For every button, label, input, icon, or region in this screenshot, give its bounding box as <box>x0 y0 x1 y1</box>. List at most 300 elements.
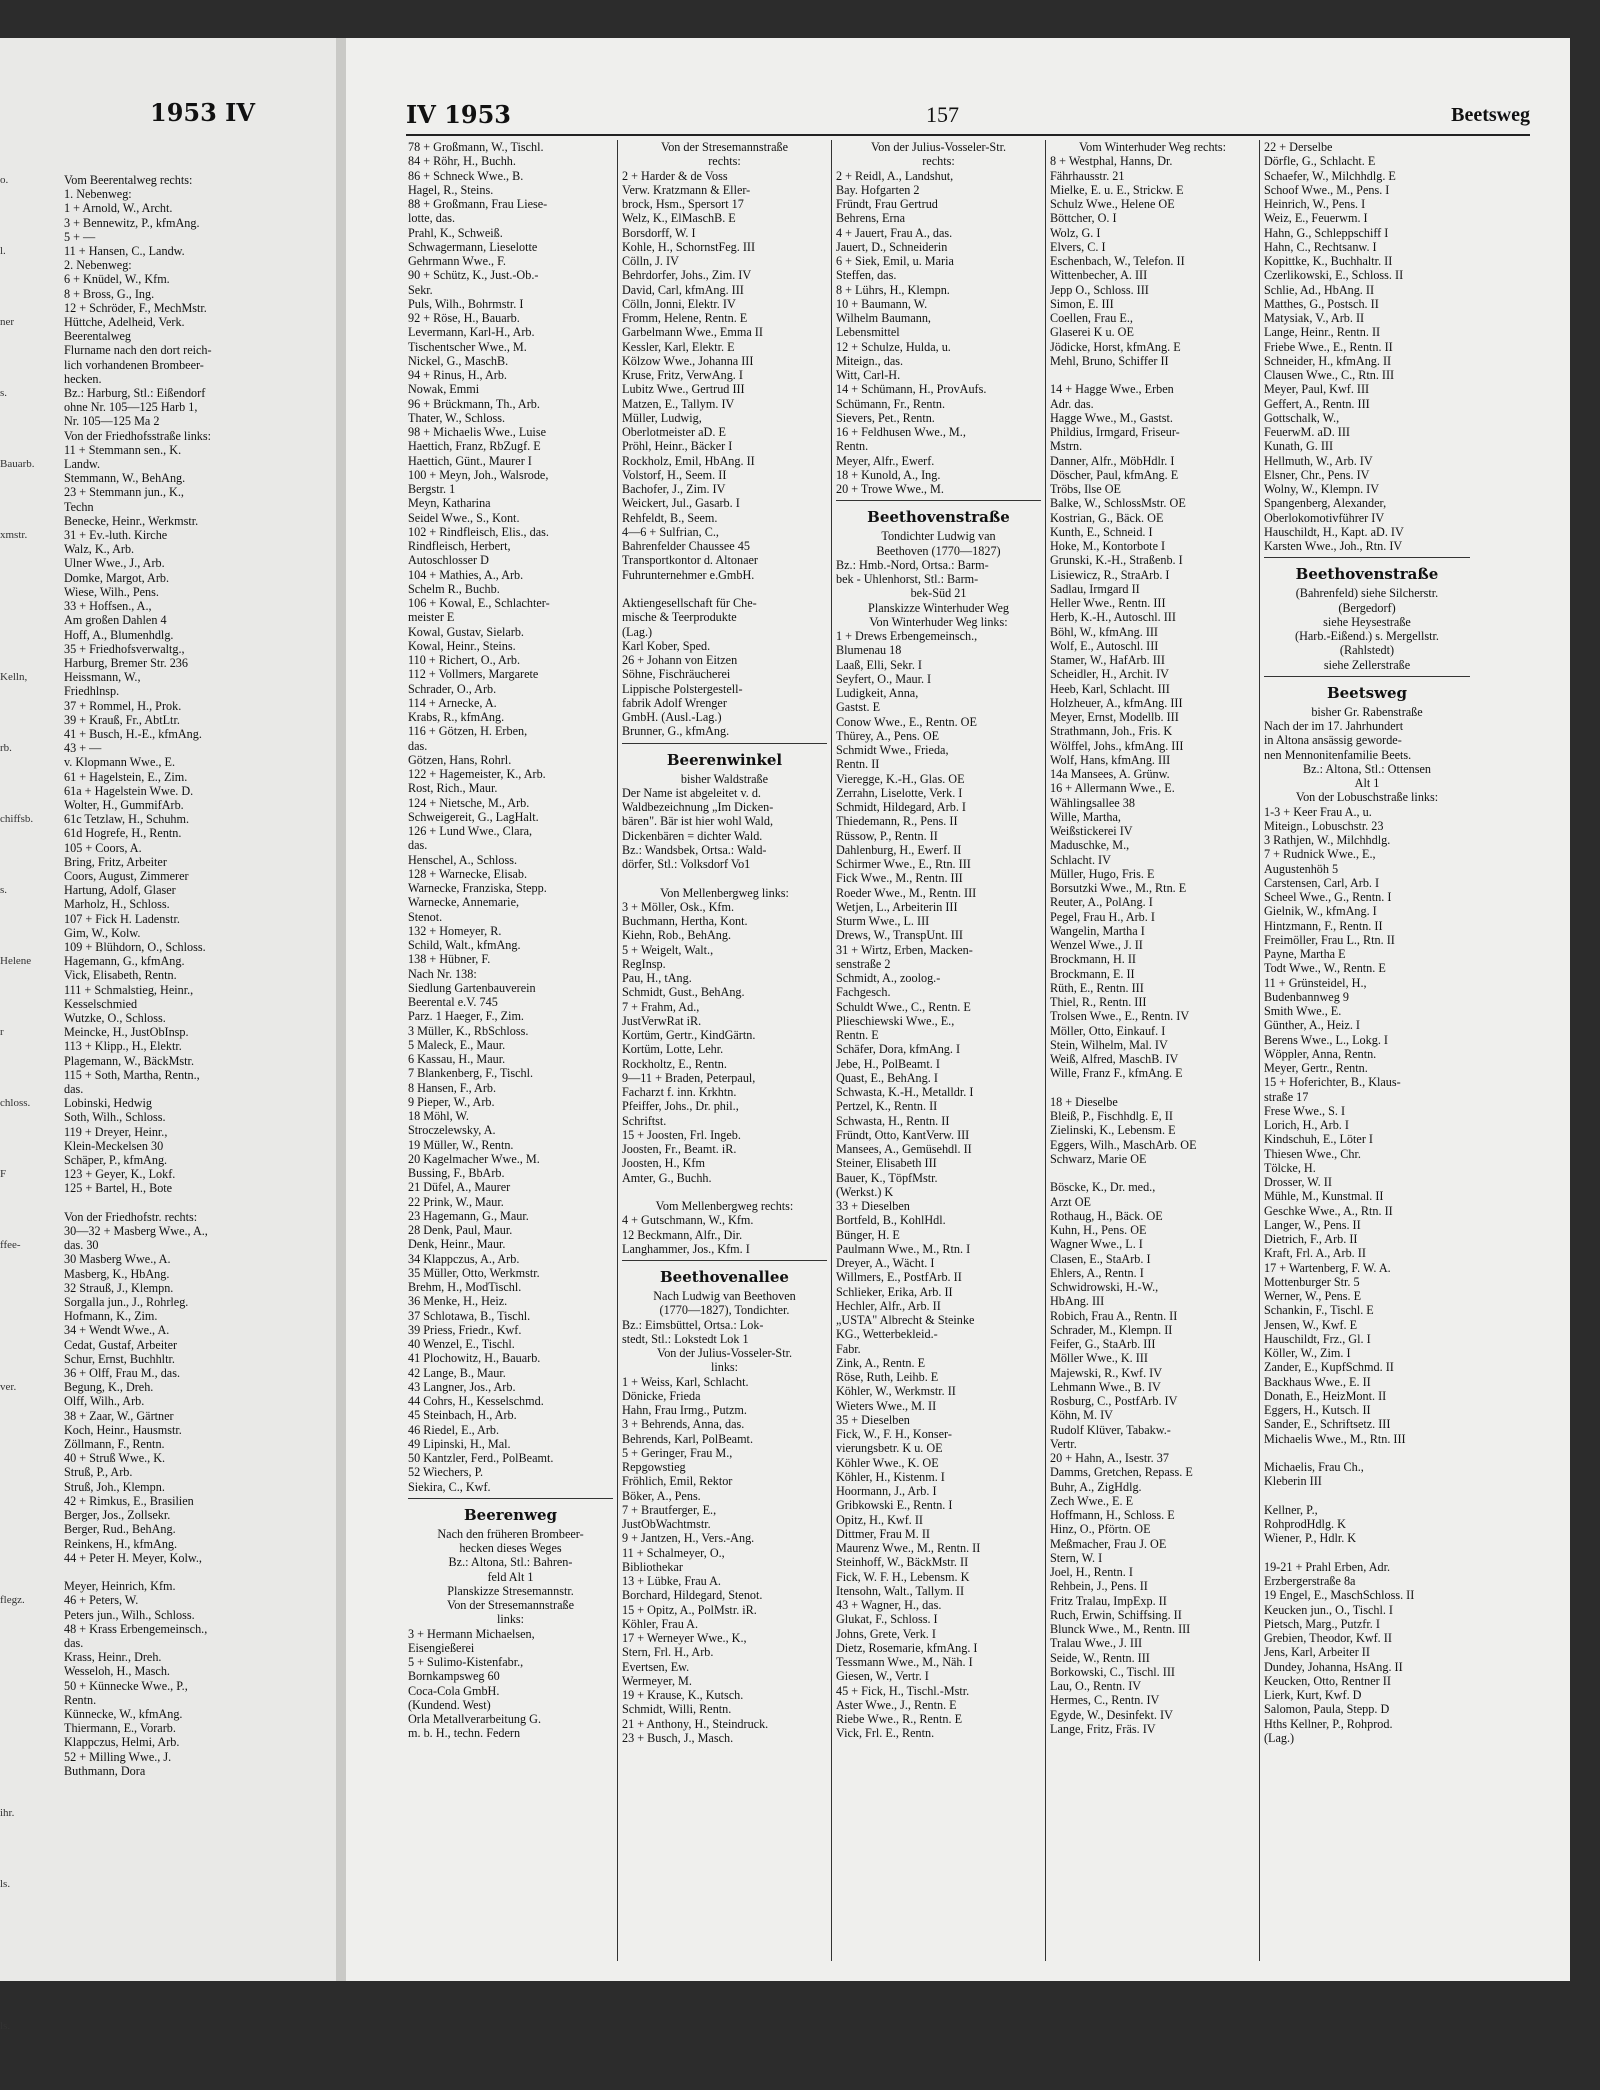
directory-entry: 114 + Arnecke, A. <box>408 695 497 710</box>
street-heading: Beerenweg <box>463 1505 558 1524</box>
directory-entry: Alt 1 <box>1354 776 1380 790</box>
previous-page-line: Schäper, P., kfmAng. <box>64 1153 168 1168</box>
directory-entry: Planskizze Winterhuder Weg <box>868 600 1009 615</box>
previous-page-line: 8 + Bross, G., Ing. <box>64 286 155 301</box>
previous-page-line: Flurname nach den dort reich- <box>64 343 212 358</box>
previous-page-line: Lobinski, Hedwig <box>64 1096 153 1111</box>
previous-page-line: 43 + — <box>64 741 102 756</box>
directory-entry: Michaelis, Frau Ch., <box>1264 1460 1364 1474</box>
margin-fragment: r <box>0 1026 4 1038</box>
directory-entry: nen Mennonitenfamilie Beets. <box>1264 747 1412 762</box>
previous-page-line: 113 + Klipp., H., Elektr. <box>64 1039 182 1054</box>
previous-page-line: Von der Friedhofstr. rechts: <box>64 1209 198 1224</box>
directory-entry: Kindschuh, E., Löter I <box>1264 1132 1373 1147</box>
directory-entry: feld Alt 1 <box>487 1569 534 1584</box>
directory-entry: Trolsen Wwe., E., Rentn. IV <box>1050 1009 1190 1024</box>
directory-entry: David, Carl, kfmAng. III <box>622 282 744 297</box>
directory-entry: 17 + Wartenberg, F. W. A. <box>1264 1260 1391 1275</box>
directory-entry: Stamer, W., HafArb. III <box>1050 653 1165 667</box>
directory-entry: Hahn, G., Schleppschiff I <box>1264 225 1389 240</box>
directory-entry: Puls, Wilh., Bohrmstr. I <box>408 296 524 311</box>
directory-entry: Bz.: Altona, Stl.: Bahren- <box>448 1555 573 1570</box>
section-divider <box>836 500 1041 501</box>
directory-entry: Tölcke, H. <box>1264 1160 1316 1175</box>
directory-entry: RohprodHdlg. K <box>1264 1517 1346 1531</box>
directory-entry: Dittmer, Frau M. II <box>836 1526 930 1541</box>
directory-entry: Kleberin III <box>1264 1474 1322 1489</box>
directory-entry: Hoke, M., Kontorbote I <box>1050 539 1166 553</box>
directory-entry: „USTA" Albrecht & Steinke <box>836 1313 975 1327</box>
previous-page-line: 11 + Hansen, C., Landw. <box>64 244 185 259</box>
directory-entry: Hoffmann, H., Schloss. E <box>1050 1508 1175 1522</box>
previous-page-line: Künnecke, W., kfmAng. <box>64 1706 183 1721</box>
directory-entry: Von Mellenbergweg links: <box>660 885 789 900</box>
directory-entry: Seyfert, O., Maur. I <box>836 671 932 686</box>
previous-page-margin <box>0 173 58 2090</box>
directory-entry: 78 + Großmann, W., Tischl. <box>408 140 544 154</box>
directory-entry: Schankin, F., Tischl. E <box>1264 1303 1374 1318</box>
margin-fragment: ner <box>0 316 15 328</box>
margin-fragment: rb. <box>0 742 12 754</box>
directory-entry: Karsten Wwe., Joh., Rtn. IV <box>1264 539 1403 553</box>
previous-page-line: v. Klopmann Wwe., E. <box>64 755 176 770</box>
directory-entry: Itensohn, Walt., Tallym. II <box>836 1583 965 1598</box>
directory-entry: Phildius, Irmgard, Friseur- <box>1050 425 1180 439</box>
directory-entry: 36 Menke, H., Heiz. <box>408 1294 508 1309</box>
directory-entry: Seidel Wwe., S., Kont. <box>408 510 520 525</box>
directory-entry: 31 + Wirtz, Erben, Macken- <box>836 942 973 957</box>
directory-entry: Ehlers, A., Rentn. I <box>1050 1265 1144 1280</box>
directory-entry: mische & Teerprodukte <box>622 610 737 625</box>
directory-entry: Thürey, A., Pens. OE <box>836 728 940 743</box>
directory-entry: 19-21 + Prahl Erben, Adr. <box>1264 1559 1391 1574</box>
directory-entry: Fährhausstr. 21 <box>1050 168 1125 183</box>
directory-entry: Bergstr. 1 <box>408 482 456 496</box>
previous-page-line: Beerentalweg <box>64 329 131 344</box>
directory-entry: dörfer, Stl.: Volksdorf Vo1 <box>622 857 751 871</box>
directory-entry: fabrik Adolf Wrenger <box>622 695 727 710</box>
street-heading: Beetsweg <box>1326 683 1408 702</box>
directory-entry: 22 + Derselbe <box>1264 140 1333 154</box>
directory-entry: Köhler, H., Kistenm. I <box>836 1469 945 1484</box>
previous-page-line: 37 + Rommel, H., Prok. <box>64 698 182 713</box>
directory-entry: Rentn. <box>836 439 869 454</box>
previous-page-line: Schur, Ernst, Buchhltr. <box>64 1351 175 1366</box>
directory-entry: Brehm, H., ModTischl. <box>408 1280 522 1294</box>
previous-page-line: Struß, P., Arb. <box>64 1465 133 1480</box>
directory-entry <box>622 582 827 596</box>
previous-page-line: 34 + Wendt Wwe., A. <box>64 1323 170 1338</box>
previous-page-line: Ulner Wwe., J., Arb. <box>64 556 165 571</box>
directory-entry: Pröhl, Heinr., Bäcker I <box>622 439 733 454</box>
page-header-street: Beetsweg <box>1451 104 1530 126</box>
directory-entry: Thiedemann, R., Pens. II <box>836 814 958 829</box>
directory-entry: Feifer, G., StaArb. III <box>1050 1337 1156 1351</box>
previous-page-line: Von der Friedhofsstraße links: <box>64 428 212 443</box>
page-header <box>406 100 1530 136</box>
directory-entry: 15 + Joosten, Frl. Ingeb. <box>622 1127 741 1142</box>
previous-page-line: 3 + Bennewitz, P., kfmAng. <box>64 215 200 230</box>
directory-entry: Aster Wwe., J., Rentn. E <box>836 1697 957 1712</box>
directory-entry: Bahrenfelder Chaussee 45 <box>622 539 750 553</box>
directory-entry: Beerental e.V. 745 <box>408 995 498 1009</box>
previous-page-line: 12 + Schröder, F., MechMstr. <box>64 300 207 315</box>
directory-entry: Böker, A., Pens. <box>622 1488 701 1503</box>
directory-entry: 96 + Brückmann, Th., Arb. <box>408 396 540 411</box>
directory-entry: Meyer, Paul, Kwf. III <box>1264 382 1370 397</box>
directory-entry: 52 Wiechers, P. <box>408 1465 484 1480</box>
previous-page-line: Koch, Heinr., Hausmstr. <box>64 1422 182 1437</box>
directory-entry: Kowal, Gustav, Sielarb. <box>408 624 524 639</box>
directory-entry: Oberlotmeister aD. E <box>622 425 726 439</box>
directory-entry: (1770—1827), Tondichter. <box>659 1303 790 1318</box>
directory-entry: Pertzel, K., Rentn. II <box>836 1099 938 1114</box>
margin-fragment: s. <box>0 387 8 399</box>
margin-fragment: Helene <box>0 955 32 967</box>
directory-entry: Rüth, E., Rentn. III <box>1050 980 1144 995</box>
directory-entry: Fromm, Helene, Rentn. E <box>622 311 748 325</box>
directory-entry: 102 + Rindfleisch, Elis., das. <box>408 524 549 539</box>
directory-entry: 42 Lange, B., Maur. <box>408 1365 506 1380</box>
directory-entry: Hahn, Frau Irmg., Putzm. <box>622 1403 747 1417</box>
directory-entry: Schlie, Ad., HbAng. II <box>1264 282 1375 297</box>
previous-page-line: Bring, Fritz, Arbeiter <box>64 854 167 869</box>
directory-entry: KG., Wetterbekleid.- <box>836 1327 938 1342</box>
margin-fragment: l. <box>0 245 6 257</box>
margin-fragment: ffee- <box>0 1239 21 1251</box>
margin-fragment <box>0 1664 58 1735</box>
previous-page-line: 36 + Olff, Frau M., das. <box>64 1366 180 1381</box>
directory-entry: Bauer, K., TöpfMstr. <box>836 1170 938 1185</box>
directory-entry: Smith Wwe., E. <box>1264 1004 1342 1018</box>
directory-entry: 5 + Geringer, Frau M., <box>622 1445 733 1460</box>
previous-page-line: Berger, Rud., BehAng. <box>64 1522 176 1537</box>
directory-entry: stedt, Stl.: Lokstedt Lok 1 <box>622 1331 749 1346</box>
directory-entry: 128 + Warnecke, Elisab. <box>408 866 528 881</box>
margin-fragment: o. <box>0 174 9 186</box>
directory-entry: 13 + Lübke, Frau A. <box>622 1574 721 1588</box>
previous-page-line: 30—32 + Masberg Wwe., A., <box>64 1224 208 1239</box>
margin-fragment: ver. <box>0 1381 17 1393</box>
directory-entry: Schlieker, Erika, Arb. II <box>836 1284 953 1299</box>
directory-entry: 44 Cohrs, H., Kesselschmd. <box>408 1394 544 1408</box>
previous-page-line: Plagemann, W., BäckMstr. <box>64 1053 194 1068</box>
directory-entry: Strathmann, Joh., Fris. K <box>1050 724 1173 739</box>
directory-entry: 2 + Harder & de Voss <box>622 168 728 183</box>
directory-entry: 33 + Dieselben <box>836 1199 910 1213</box>
directory-entry: Hagge Wwe., M., Gastst. <box>1050 410 1173 425</box>
directory-entry: (Harb.-Eißend.) s. Mergellstr. <box>1295 629 1439 643</box>
directory-entry: Köller, W., Zim. I <box>1264 1346 1351 1360</box>
directory-entry: Miteign., Lobuschstr. 23 <box>1264 818 1384 833</box>
directory-entry: Kölzow Wwe., Johanna III <box>622 353 754 368</box>
directory-entry: Schlacht. IV <box>1050 852 1111 867</box>
previous-page-line: 44 + Peter H. Meyer, Kolw., <box>64 1550 202 1565</box>
directory-entry: 14 + Hagge Wwe., Erben <box>1050 382 1174 397</box>
directory-entry: 3 + Hermann Michaelsen, <box>408 1626 535 1641</box>
previous-page-line: 61d Hogrefe, H., Rentn. <box>64 826 182 841</box>
previous-page-line: Meincke, H., JustObInsp. <box>64 1025 189 1040</box>
directory-entry: Hellmuth, W., Arb. IV <box>1264 453 1373 468</box>
previous-page <box>0 38 338 2032</box>
directory-entry: 126 + Lund Wwe., Clara, <box>408 824 533 838</box>
directory-entry: Wangelin, Martha I <box>1050 923 1145 938</box>
directory-entry: Tondichter Ludwig van <box>881 529 996 544</box>
directory-entry: Nach den früheren Brombeer- <box>437 1526 584 1541</box>
directory-entry: Transportkontor d. Altonaer <box>622 553 758 568</box>
directory-entry: Krabs, R., kfmAng. <box>408 710 505 724</box>
directory-entry: Wille, Franz F., kfmAng. E <box>1050 1066 1183 1081</box>
directory-entry: 124 + Nietsche, M., Arb. <box>408 795 530 810</box>
directory-entry: Joel, H., Rentn. I <box>1050 1565 1133 1579</box>
directory-entry: Schwasta, H., Rentn. II <box>836 1113 950 1128</box>
margin-fragment <box>0 1735 58 1806</box>
directory-entry: Hermes, C., Rentn. IV <box>1050 1693 1160 1708</box>
directory-entry: Brockmann, H. II <box>1050 952 1136 967</box>
directory-entry <box>622 871 827 885</box>
directory-entry: Haettich, Franz, RbZugf. E <box>408 439 541 454</box>
directory-entry: Hauschildt, Frz., Gl. I <box>1264 1331 1371 1346</box>
directory-column-4 <box>1046 140 1260 1961</box>
directory-entry: Berens Wwe., L., Lokg. I <box>1264 1032 1388 1047</box>
previous-page-line: 46 + Peters, W. <box>64 1593 139 1608</box>
directory-entry: lotte, das. <box>408 211 456 226</box>
directory-entry: Rentn. II <box>836 757 880 772</box>
directory-entry: Mansees, A., Gemüsehdl. II <box>836 1142 972 1156</box>
directory-entry: Denk, Heinr., Maur. <box>408 1237 506 1252</box>
directory-entry: Drews, W., TranspUnt. III <box>836 928 963 943</box>
directory-entry: Kessler, Karl, Elektr. E <box>622 339 735 354</box>
directory-entry: Kraft, Frl. A., Arb. II <box>1264 1246 1366 1261</box>
directory-entry: Schneider, H., kfmAng. II <box>1264 353 1392 368</box>
directory-entry: Steinhoff, W., BäckMstr. II <box>836 1555 969 1570</box>
directory-entry: Augustenhöh 5 <box>1264 861 1339 876</box>
directory-entry: Reuter, A., PolAng. I <box>1050 895 1153 910</box>
margin-fragment: F <box>0 1168 7 1180</box>
directory-entry: 122 + Hagemeister, K., Arb. <box>408 767 546 781</box>
directory-entry: das. <box>408 838 428 853</box>
directory-entry: 104 + Mathies, A., Arb. <box>408 567 524 582</box>
directory-entry: 9 + Jantzen, H., Vers.-Ang. <box>622 1531 755 1546</box>
directory-entry: 3 Müller, K., RbSchloss. <box>408 1023 529 1038</box>
directory-entry: Riebe Wwe., R., Rentn. E <box>836 1712 963 1726</box>
directory-entry: Bz.: Eimsbüttel, Ortsa.: Lok- <box>622 1317 764 1332</box>
directory-entry: Thiel, R., Rentn. III <box>1050 995 1147 1009</box>
previous-page-line: 32 Strauß, J., Klempn. <box>64 1280 174 1295</box>
directory-entry: Witt, Carl-H. <box>836 368 901 382</box>
previous-page-line: Am großen Dahlen 4 <box>64 613 167 628</box>
directory-entry: Gribkowski E., Rentn. I <box>836 1498 953 1513</box>
directory-entry: 34 Klappczus, A., Arb. <box>408 1251 520 1266</box>
previous-page-line: 105 + Coors, A. <box>64 840 142 855</box>
directory-entry: 4 + Jauert, Frau A., das. <box>836 225 953 240</box>
directory-entry: Köhler Wwe., K. OE <box>836 1455 939 1470</box>
directory-entry: Keucken jun., O., Tischl. I <box>1264 1602 1393 1617</box>
directory-entry: Meßmacher, Frau J. OE <box>1050 1536 1167 1551</box>
directory-entry: Wolz, G. I <box>1050 225 1101 240</box>
directory-entry: 10 + Baumann, W. <box>836 296 928 311</box>
directory-entry: Holzheuer, A., kfmAng. III <box>1050 695 1183 710</box>
directory-entry: 110 + Richert, O., Arb. <box>408 653 521 667</box>
directory-entry: GmbH. (Ausl.-Lag.) <box>622 710 722 724</box>
directory-entry: 43 Langner, Jos., Arb. <box>408 1379 516 1394</box>
previous-page-line: Heissmann, W., <box>64 670 141 685</box>
directory-entry: m. b. H., techn. Federn <box>408 1726 521 1741</box>
directory-entry: (Bahrenfeld) siehe Silcherstr. <box>1295 586 1439 601</box>
directory-entry: Wiener, P., Hdlr. K <box>1264 1531 1357 1546</box>
directory-entry: Kohle, H., SchornstFeg. III <box>622 239 756 254</box>
directory-entry: 16 + Feldhusen Wwe., M., <box>836 425 966 439</box>
directory-entry: Lange, Heinr., Rentn. II <box>1264 325 1381 340</box>
directory-entry: 3 Rathjen, W., Milchhdlg. <box>1264 833 1391 847</box>
directory-entry: HbAng. III <box>1050 1294 1105 1309</box>
directory-entry: 18 Möhl, W. <box>408 1109 469 1123</box>
directory-entry: Backhaus Wwe., E. II <box>1264 1374 1371 1389</box>
directory-entry: Rudolf Klüver, Tabakw.- <box>1050 1422 1171 1437</box>
directory-entry: 28 Denk, Paul, Maur. <box>408 1223 513 1237</box>
directory-entry: 132 + Homeyer, R. <box>408 923 502 938</box>
directory-entry: Dörfle, G., Schlacht. E <box>1264 154 1376 169</box>
previous-page-line: Rentn. <box>64 1692 97 1707</box>
directory-entry: Schrader, O., Arb. <box>408 681 497 696</box>
directory-entry: Köhler, Frau A. <box>622 1616 699 1631</box>
directory-entry: Nach der im 17. Jahrhundert <box>1264 719 1404 733</box>
directory-entry: 88 + Großmann, Frau Liese- <box>408 197 548 211</box>
directory-entry: Söhne, Fischräucherei <box>622 667 731 682</box>
directory-entry: Von der Lobuschstraße links: <box>1295 790 1439 805</box>
directory-entry: 7 + Frahm, Ad., <box>622 999 700 1014</box>
directory-entry: Von der Stresemannstraße <box>660 140 789 154</box>
directory-entry: Werner, W., Pens. E <box>1264 1289 1362 1303</box>
directory-entry: Borchard, Hildegard, Stenot. <box>622 1588 763 1603</box>
directory-entry: Glaserei K u. OE <box>1050 325 1134 340</box>
directory-entry: Fachgesch. <box>836 985 891 1000</box>
directory-entry: 41 Plochowitz, H., Bauarb. <box>408 1351 541 1366</box>
directory-entry: Jödicke, Horst, kfmAng. E <box>1050 339 1181 354</box>
previous-page-line: Klein-Meckelsen 30 <box>64 1138 164 1153</box>
directory-entry: Geschke Wwe., A., Rtn. II <box>1264 1203 1393 1218</box>
directory-entry: Herb, K.-H., Autoschl. III <box>1050 610 1176 625</box>
directory-entry: Tischentscher Wwe., M. <box>408 339 527 354</box>
previous-page-line: Hofmann, K., Zim. <box>64 1309 158 1324</box>
directory-entry: Michaelis Wwe., M., Rtn. III <box>1264 1431 1406 1446</box>
directory-entry: rechts: <box>922 154 955 169</box>
directory-entry: Mstrn. <box>1050 439 1083 454</box>
directory-entry: 22 Prink, W., Maur. <box>408 1194 504 1209</box>
directory-entry: 6 + Siek, Emil, u. Maria <box>836 254 954 268</box>
directory-entry: Zielinski, K., Lebensm. E <box>1050 1123 1176 1138</box>
directory-entry: Bz.: Wandsbek, Ortsa.: Wald- <box>622 842 767 857</box>
section-divider <box>622 743 827 744</box>
street-heading: Beethovenstraße <box>1295 565 1439 584</box>
directory-entry: Kiehn, Rob., BehAng. <box>622 928 732 943</box>
directory-columns <box>404 140 1530 1961</box>
directory-page <box>346 38 1570 1981</box>
directory-entry <box>1050 368 1255 382</box>
margin-fragment: flegz. <box>0 1594 25 1606</box>
previous-page-line: 23 + Stemmann jun., K., <box>64 485 184 500</box>
directory-entry: 15 + Hoferichter, B., Klaus- <box>1264 1075 1401 1090</box>
directory-entry: Lubitz Wwe., Gertrud III <box>622 382 745 397</box>
margin-fragment <box>0 1522 58 1593</box>
directory-entry: 19 + Krause, K., Kutsch. <box>622 1688 744 1702</box>
directory-entry: 20 + Hahn, A., Isestr. 37 <box>1050 1451 1169 1465</box>
directory-entry: Schwarz, Marie OE <box>1050 1151 1147 1166</box>
directory-entry: Wählingsallee 38 <box>1050 795 1135 810</box>
directory-entry: Sievers, Pet., Rentn. <box>836 410 935 425</box>
directory-entry: Schuldt Wwe., C., Rentn. E <box>836 999 971 1014</box>
directory-entry: Eggers, Wilh., MaschArb. OE <box>1050 1137 1197 1152</box>
previous-page-line <box>64 1565 326 1579</box>
directory-entry: Von der Julius-Vosseler-Str. <box>870 140 1007 154</box>
directory-entry: FeuerwM. aD. III <box>1264 425 1350 439</box>
directory-entry: 84 + Röhr, H., Buchh. <box>408 154 516 169</box>
directory-entry: Gehrmann Wwe., F. <box>408 254 506 268</box>
directory-entry: Vom Winterhuder Weg rechts: <box>1078 140 1227 154</box>
directory-entry: Wöppler, Anna, Rentn. <box>1264 1046 1377 1061</box>
directory-entry: Majewski, R., Kwf. IV <box>1050 1365 1163 1380</box>
directory-entry: Grunski, K.-H., Straßenb. I <box>1050 553 1183 568</box>
directory-entry: Lau, O., Rentn. IV <box>1050 1679 1142 1693</box>
directory-entry: Heinrich, W., Pens. I <box>1264 197 1366 211</box>
previous-page-line: 5 + — <box>64 229 96 244</box>
directory-entry: 2 + Reidl, A., Landshut, <box>836 168 954 183</box>
directory-entry: Henschel, A., Schloss. <box>408 852 518 867</box>
directory-entry: Lebensmittel <box>836 325 900 340</box>
directory-entry: Gottschalk, W., <box>1264 410 1340 425</box>
previous-page-line: Wolter, H., GummifArb. <box>64 797 184 812</box>
previous-page-line: Cedat, Gustaf, Arbeiter <box>64 1337 178 1352</box>
directory-entry: 50 Kantzler, Ferd., PolBeamt. <box>408 1451 554 1465</box>
directory-entry: Wieters Wwe., M. II <box>836 1398 937 1413</box>
directory-entry: Böscke, K., Dr. med., <box>1050 1180 1156 1195</box>
directory-entry: Wille, Martha, <box>1050 809 1121 824</box>
directory-entry: Spangenberg, Alexander, <box>1264 496 1387 511</box>
directory-entry: Robich, Frau A., Rentn. II <box>1050 1308 1178 1323</box>
directory-entry: Nowak, Emmi <box>408 382 480 397</box>
previous-page-line: 11 + Stemmann sen., K. <box>64 442 182 457</box>
directory-entry <box>1050 1081 1255 1095</box>
previous-page-line: 30 Masberg Wwe., A. <box>64 1252 171 1267</box>
previous-page-line: 31 + Ev.-luth. Kirche <box>64 528 168 543</box>
directory-entry: Kunath, G. III <box>1264 439 1334 454</box>
directory-entry: Dreyer, A., Wächt. I <box>836 1256 935 1270</box>
directory-entry: Schelm R., Buchb. <box>408 581 500 596</box>
previous-page-line: Masberg, K., HbAng. <box>64 1266 170 1281</box>
directory-entry: 8 Hansen, F., Arb. <box>408 1080 497 1095</box>
directory-entry: Wilhelm Baumann, <box>836 311 931 325</box>
previous-page-line: 42 + Rimkus, E., Brasilien <box>64 1493 194 1508</box>
directory-entry: 19 Engel, E., MaschSchloss. II <box>1264 1588 1415 1603</box>
directory-entry: Bleiß, P., Fischhdlg. E, II <box>1050 1109 1173 1123</box>
directory-entry: 15 + Opitz, A., PolMstr. iR. <box>622 1602 757 1617</box>
previous-page-line: Hüttche, Adelheid, Verk. <box>64 315 185 330</box>
directory-entry: 12 Beckmann, Alfr., Dir. <box>622 1227 743 1242</box>
directory-entry: bären". Bär ist hier wohl Wald, <box>622 814 773 829</box>
previous-page-line: Landw. <box>64 457 101 472</box>
directory-entry: Eisengießerei <box>408 1640 475 1655</box>
directory-entry: JustObWachtmstr. <box>622 1517 711 1531</box>
margin-fragment <box>0 1451 58 1522</box>
previous-page-line: 61a + Hagelstein Wwe. D. <box>64 783 194 798</box>
directory-entry: Möller Wwe., K. III <box>1050 1351 1148 1366</box>
directory-entry: Schirmer Wwe., E., Rtn. III <box>836 857 971 871</box>
directory-entry: Haettich, Günt., Maurer I <box>408 453 532 468</box>
margin-fragment: chiffsb. <box>0 813 34 825</box>
directory-entry: Sturm Wwe., L. III <box>836 914 930 928</box>
directory-entry: Bay. Hofgarten 2 <box>836 182 920 197</box>
street-heading: Beethovenallee <box>660 1268 789 1286</box>
